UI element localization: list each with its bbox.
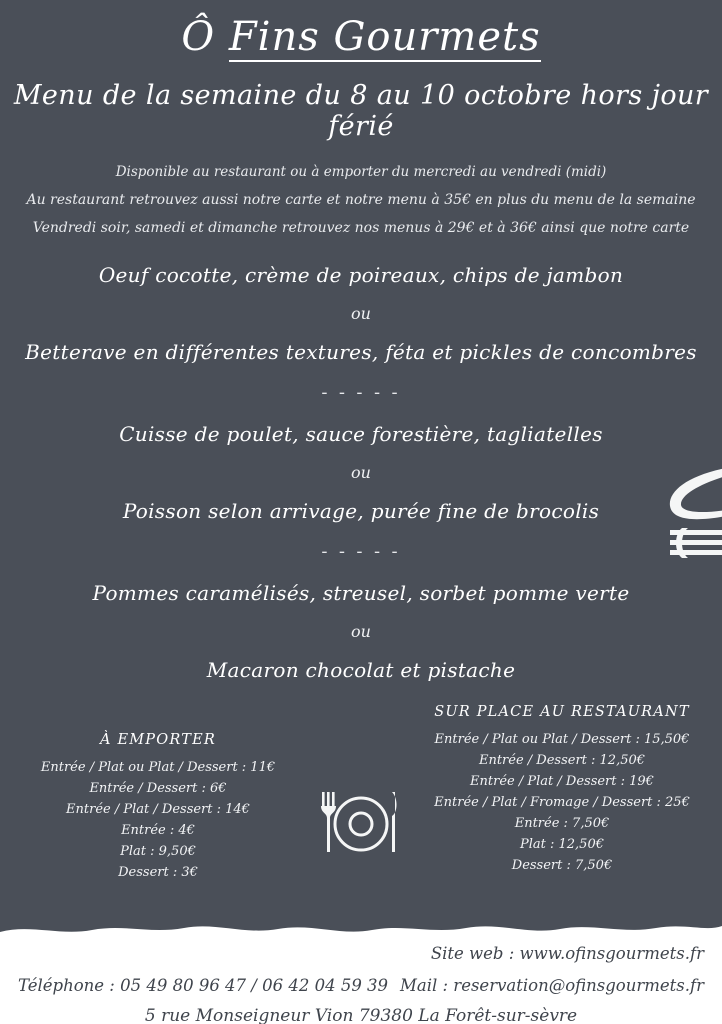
starter-option-2: Betterave en différentes textures, féta et pickles de concombres [25,340,697,364]
subheader-block [0,164,722,236]
takeaway-line: Entrée / Plat / Dessert : 14€ [66,802,250,818]
restaurant-line: Dessert : 7,50€ [511,858,613,874]
restaurant-title: SUR PLACE AU RESTAURANT [434,704,690,720]
availability-line: Disponible au restaurant ou à emporter du mercredi au vendredi (midi) [115,164,607,180]
restaurant-line: Entrée / Plat / Dessert : 19€ [470,774,654,790]
takeaway-line: Entrée : 4€ [121,823,195,839]
course-dessert [0,580,722,683]
dessert-or-label: ou [351,622,371,641]
weekend-menu-line: Vendredi soir, samedi et dimanche retrouvez nos menus à 29€ et à 36€ ainsi que notre carte [32,220,690,236]
main-option-2: Poisson selon arrivage, purée fine de brocolis [122,499,600,523]
starter-or-label: ou [351,304,371,323]
brand-name: Fins Gourmets [228,14,541,60]
restaurant-line: Entrée / Dessert : 12,50€ [478,753,646,769]
website-line[interactable]: Site web : www.ofinsgourmets.fr [430,944,704,963]
course-separator-2: - - - - - [321,542,401,562]
dessert-option-2: Macaron chocolat et pistache [206,658,516,682]
phone-line[interactable]: Téléphone : 05 49 80 96 47 / 06 42 04 59 39 [18,976,389,995]
plate-cutlery-icon [306,782,416,862]
dessert-option-1: Pommes caramélisés, streusel, sorbet pomme verte [92,581,630,605]
brand-o: Ô [181,14,216,60]
restaurant-line: Entrée : 7,50€ [514,816,610,832]
prices-section [0,700,722,910]
takeaway-line: Entrée / Dessert : 6€ [89,781,227,797]
footer-contact [0,924,722,1024]
takeaway-line: Dessert : 3€ [118,865,198,881]
address-line: 5 rue Monseigneur Vion 79380 La Forêt-sur-sèvre [144,1006,578,1024]
restaurant-prices [412,704,712,876]
course-main [0,421,722,524]
takeaway-line: Plat : 9,50€ [120,844,196,860]
mail-line[interactable]: Mail : reservation@ofinsgourmets.fr [399,976,704,995]
main-or-label: ou [351,463,371,482]
restaurant-line: Entrée / Plat / Fromage / Dessert : 25€ [434,795,690,811]
restaurant-menu-line: Au restaurant retrouvez aussi notre carte et notre menu à 35€ en plus du menu de la semaine [26,192,696,208]
takeaway-line: Entrée / Plat ou Plat / Dessert : 11€ [40,760,276,775]
takeaway-title: À EMPORTER [100,732,216,748]
week-title: Menu de la semaine du 8 au 10 octobre hors jour férié [13,80,709,142]
page-title [0,0,722,62]
takeaway-prices [18,732,298,883]
course-separator-1: - - - - - [321,383,401,403]
restaurant-line: Plat : 12,50€ [519,837,604,853]
footer [0,906,722,1024]
restaurant-line: Entrée / Plat ou Plat / Dessert : 15,50€ [434,732,690,747]
starter-option-1: Oeuf cocotte, crème de poireaux, chips de jambon [98,263,624,287]
main-option-1: Cuisse de poulet, sauce forestière, tagliatelles [119,422,603,446]
course-starter [0,262,722,365]
menu-list [0,262,722,683]
